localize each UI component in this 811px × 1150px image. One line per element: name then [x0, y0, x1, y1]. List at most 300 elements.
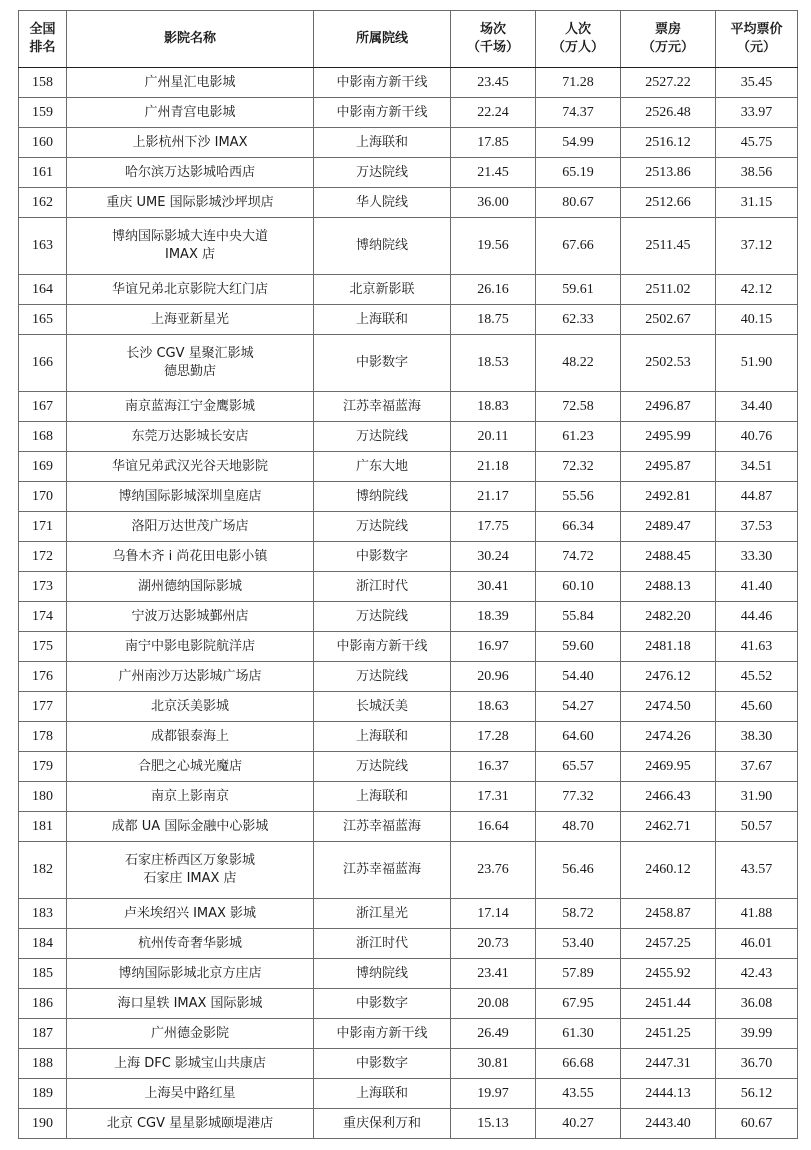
- cell-rank: 182: [19, 842, 67, 899]
- cell-avg-price: 34.51: [716, 452, 798, 482]
- cinema-name-line: 杭州传奇奢华影城: [137, 935, 242, 951]
- cell-avg-price: 37.53: [716, 512, 798, 542]
- cell-box-office: 2502.53: [621, 335, 716, 392]
- cinema-name-line: 南京上影南京: [150, 788, 229, 804]
- cell-rank: 190: [19, 1109, 67, 1139]
- cell-cinema-name: [67, 602, 314, 632]
- cell-avg-price: 42.43: [716, 959, 798, 989]
- cell-chain: 中影数字: [314, 542, 451, 572]
- cell-rank: 189: [19, 1079, 67, 1109]
- header-chain: 所属院线: [314, 11, 451, 68]
- table-row: [19, 305, 798, 335]
- table-row: [19, 989, 798, 1019]
- table-row: [19, 572, 798, 602]
- cinema-ranking-table: [18, 10, 798, 1139]
- cell-sessions: 21.18: [451, 452, 536, 482]
- cinema-name-line: 南宁中影电影院航洋店: [124, 638, 255, 654]
- cell-chain: 重庆保利万和: [314, 1109, 451, 1139]
- cell-box-office: 2489.47: [621, 512, 716, 542]
- cinema-name-line: 北京沃美影城: [150, 698, 229, 714]
- cell-box-office: 2451.25: [621, 1019, 716, 1049]
- cell-cinema-name: [67, 692, 314, 722]
- cell-sessions: 21.17: [451, 482, 536, 512]
- cell-box-office: 2512.66: [621, 188, 716, 218]
- cell-rank: 169: [19, 452, 67, 482]
- cell-chain: 广东大地: [314, 452, 451, 482]
- cell-cinema-name: [67, 542, 314, 572]
- cell-chain: 江苏幸福蓝海: [314, 842, 451, 899]
- cell-avg-price: 37.67: [716, 752, 798, 782]
- cell-sessions: 17.85: [451, 128, 536, 158]
- cell-chain: 中影数字: [314, 1049, 451, 1079]
- cell-box-office: 2513.86: [621, 158, 716, 188]
- cell-sessions: 15.13: [451, 1109, 536, 1139]
- cell-avg-price: 31.90: [716, 782, 798, 812]
- cell-avg-price: 34.40: [716, 392, 798, 422]
- cell-attendance: 61.23: [536, 422, 621, 452]
- table-row: [19, 68, 798, 98]
- cell-attendance: 72.58: [536, 392, 621, 422]
- table-row: [19, 752, 798, 782]
- cell-sessions: 19.97: [451, 1079, 536, 1109]
- cinema-name-line: 长沙 CGV 星聚汇影城: [126, 346, 254, 361]
- cell-cinema-name: [67, 722, 314, 752]
- cell-cinema-name: [67, 959, 314, 989]
- cell-box-office: 2447.31: [621, 1049, 716, 1079]
- cinema-name-line: 重庆 UME 国际影城沙坪坝店: [106, 194, 274, 210]
- cell-cinema-name: [67, 929, 314, 959]
- cell-cinema-name: [67, 842, 314, 899]
- cinema-name-line: 合肥之心城光魔店: [137, 758, 242, 774]
- cell-cinema-name: [67, 275, 314, 305]
- table-row: [19, 662, 798, 692]
- table-row: [19, 959, 798, 989]
- cell-box-office: 2474.26: [621, 722, 716, 752]
- table-row: [19, 782, 798, 812]
- cell-sessions: 23.41: [451, 959, 536, 989]
- cinema-name-line: 博纳国际影城大连中央大道: [111, 229, 268, 244]
- cinema-name-line: 上海 DFC 影城宝山共康店: [114, 1055, 266, 1071]
- table-row: [19, 482, 798, 512]
- cell-sessions: 20.08: [451, 989, 536, 1019]
- table-row: [19, 188, 798, 218]
- table-row: [19, 632, 798, 662]
- cell-chain: 万达院线: [314, 158, 451, 188]
- cell-sessions: 17.75: [451, 512, 536, 542]
- cell-box-office: 2462.71: [621, 812, 716, 842]
- cell-chain: 上海联和: [314, 722, 451, 752]
- header-sessions: 场次 （千场）: [451, 11, 536, 68]
- cell-rank: 175: [19, 632, 67, 662]
- cell-cinema-name: [67, 989, 314, 1019]
- cell-avg-price: 40.15: [716, 305, 798, 335]
- cell-sessions: 18.39: [451, 602, 536, 632]
- cell-rank: 185: [19, 959, 67, 989]
- cell-attendance: 61.30: [536, 1019, 621, 1049]
- cell-rank: 162: [19, 188, 67, 218]
- cell-avg-price: 56.12: [716, 1079, 798, 1109]
- cell-attendance: 56.46: [536, 842, 621, 899]
- cell-rank: 173: [19, 572, 67, 602]
- cell-cinema-name: [67, 98, 314, 128]
- cell-box-office: 2481.18: [621, 632, 716, 662]
- cell-sessions: 23.45: [451, 68, 536, 98]
- cell-sessions: 18.63: [451, 692, 536, 722]
- cell-attendance: 72.32: [536, 452, 621, 482]
- cell-sessions: 16.37: [451, 752, 536, 782]
- cell-sessions: 36.00: [451, 188, 536, 218]
- cell-cinema-name: [67, 68, 314, 98]
- cell-cinema-name: [67, 899, 314, 929]
- cell-attendance: 67.66: [536, 218, 621, 275]
- cinema-name-line: 广州南沙万达影城广场店: [118, 668, 262, 684]
- cell-rank: 158: [19, 68, 67, 98]
- cell-avg-price: 37.12: [716, 218, 798, 275]
- cell-chain: 中影数字: [314, 989, 451, 1019]
- cinema-name-line: 东莞万达影城长安店: [131, 428, 249, 444]
- cell-attendance: 57.89: [536, 959, 621, 989]
- cell-avg-price: 36.70: [716, 1049, 798, 1079]
- cell-attendance: 59.60: [536, 632, 621, 662]
- cell-sessions: 20.73: [451, 929, 536, 959]
- cell-sessions: 16.97: [451, 632, 536, 662]
- cell-rank: 165: [19, 305, 67, 335]
- cell-rank: 167: [19, 392, 67, 422]
- cell-box-office: 2469.95: [621, 752, 716, 782]
- cell-box-office: 2476.12: [621, 662, 716, 692]
- cell-cinema-name: [67, 452, 314, 482]
- cell-attendance: 54.99: [536, 128, 621, 158]
- cinema-name-line: 上海吴中路红星: [144, 1085, 236, 1101]
- table-row: [19, 128, 798, 158]
- cell-chain: 北京新影联: [314, 275, 451, 305]
- cell-chain: 浙江星光: [314, 899, 451, 929]
- cell-cinema-name: [67, 482, 314, 512]
- table-row: [19, 275, 798, 305]
- cell-chain: 上海联和: [314, 782, 451, 812]
- cell-attendance: 77.32: [536, 782, 621, 812]
- cell-cinema-name: [67, 1079, 314, 1109]
- cell-rank: 178: [19, 722, 67, 752]
- cell-attendance: 62.33: [536, 305, 621, 335]
- cell-box-office: 2492.81: [621, 482, 716, 512]
- cell-avg-price: 45.60: [716, 692, 798, 722]
- cell-attendance: 54.40: [536, 662, 621, 692]
- cell-attendance: 55.56: [536, 482, 621, 512]
- cell-box-office: 2495.99: [621, 422, 716, 452]
- cell-rank: 159: [19, 98, 67, 128]
- cell-rank: 174: [19, 602, 67, 632]
- cinema-name-line: 石家庄桥西区万象影城: [124, 853, 255, 868]
- cell-box-office: 2443.40: [621, 1109, 716, 1139]
- cell-sessions: 18.83: [451, 392, 536, 422]
- cell-rank: 186: [19, 989, 67, 1019]
- cell-attendance: 48.70: [536, 812, 621, 842]
- cell-attendance: 54.27: [536, 692, 621, 722]
- cinema-name-line: 乌鲁木齐 i 尚花田电影小镇: [112, 548, 268, 564]
- cell-cinema-name: [67, 812, 314, 842]
- cell-chain: 万达院线: [314, 602, 451, 632]
- cell-sessions: 30.41: [451, 572, 536, 602]
- table-body: [19, 68, 798, 1139]
- table-row: [19, 158, 798, 188]
- cinema-name-line: 广州青宫电影城: [144, 104, 236, 120]
- cell-box-office: 2496.87: [621, 392, 716, 422]
- cell-avg-price: 41.88: [716, 899, 798, 929]
- cell-cinema-name: [67, 1049, 314, 1079]
- cell-cinema-name: [67, 335, 314, 392]
- cinema-name-line: 洛阳万达世茂广场店: [131, 518, 249, 534]
- cinema-name-line: 北京 CGV 星星影城颐堤港店: [106, 1115, 274, 1131]
- cell-avg-price: 45.52: [716, 662, 798, 692]
- table-row: [19, 542, 798, 572]
- cinema-name-line: 石家庄 IMAX 店: [143, 871, 237, 886]
- cell-chain: 江苏幸福蓝海: [314, 812, 451, 842]
- cell-chain: 上海联和: [314, 305, 451, 335]
- cell-cinema-name: [67, 1019, 314, 1049]
- cell-rank: 171: [19, 512, 67, 542]
- cell-avg-price: 42.12: [716, 275, 798, 305]
- cinema-name-line: 博纳国际影城北京方庄店: [118, 965, 262, 981]
- header-cinema-name: 影院名称: [67, 11, 314, 68]
- cell-attendance: 43.55: [536, 1079, 621, 1109]
- cell-cinema-name: [67, 1109, 314, 1139]
- cell-rank: 183: [19, 899, 67, 929]
- cell-rank: 168: [19, 422, 67, 452]
- cell-sessions: 17.14: [451, 899, 536, 929]
- cell-rank: 161: [19, 158, 67, 188]
- table-row: [19, 335, 798, 392]
- table-row: [19, 1019, 798, 1049]
- cinema-name-line: 华谊兄弟北京影院大红门店: [111, 281, 268, 297]
- cell-avg-price: 41.63: [716, 632, 798, 662]
- cinema-name-line: 上海亚新星光: [150, 311, 229, 327]
- cell-sessions: 16.64: [451, 812, 536, 842]
- cell-box-office: 2527.22: [621, 68, 716, 98]
- cinema-name-line: IMAX 店: [165, 247, 215, 262]
- cell-sessions: 20.96: [451, 662, 536, 692]
- cell-avg-price: 40.76: [716, 422, 798, 452]
- cell-chain: 中影南方新干线: [314, 632, 451, 662]
- table-row: [19, 722, 798, 752]
- cell-chain: 华人院线: [314, 188, 451, 218]
- cell-box-office: 2488.45: [621, 542, 716, 572]
- cell-chain: 中影南方新干线: [314, 1019, 451, 1049]
- cell-avg-price: 46.01: [716, 929, 798, 959]
- cinema-name-line: 哈尔滨万达影城哈西店: [124, 164, 255, 180]
- cinema-name-line: 宁波万达影城鄞州店: [131, 608, 249, 624]
- table-row: [19, 1109, 798, 1139]
- cell-cinema-name: [67, 632, 314, 662]
- cell-chain: 浙江时代: [314, 572, 451, 602]
- cell-box-office: 2488.13: [621, 572, 716, 602]
- cell-rank: 170: [19, 482, 67, 512]
- cinema-name-line: 南京蓝海江宁金鹰影城: [124, 398, 255, 414]
- cell-sessions: 22.24: [451, 98, 536, 128]
- cell-attendance: 64.60: [536, 722, 621, 752]
- cell-sessions: 23.76: [451, 842, 536, 899]
- cell-avg-price: 39.99: [716, 1019, 798, 1049]
- cell-avg-price: 35.45: [716, 68, 798, 98]
- cinema-name-line: 博纳国际影城深圳皇庭店: [118, 488, 262, 504]
- table-row: [19, 812, 798, 842]
- cell-avg-price: 43.57: [716, 842, 798, 899]
- cell-cinema-name: [67, 752, 314, 782]
- cell-box-office: 2526.48: [621, 98, 716, 128]
- cell-cinema-name: [67, 158, 314, 188]
- cell-attendance: 74.37: [536, 98, 621, 128]
- cell-attendance: 53.40: [536, 929, 621, 959]
- cell-chain: 中影数字: [314, 335, 451, 392]
- cell-attendance: 67.95: [536, 989, 621, 1019]
- cell-avg-price: 60.67: [716, 1109, 798, 1139]
- cell-box-office: 2451.44: [621, 989, 716, 1019]
- table-row: [19, 692, 798, 722]
- cell-box-office: 2482.20: [621, 602, 716, 632]
- cell-sessions: 18.75: [451, 305, 536, 335]
- cell-rank: 179: [19, 752, 67, 782]
- cell-cinema-name: [67, 392, 314, 422]
- table-row: [19, 1049, 798, 1079]
- cinema-name-line: 海口星轶 IMAX 国际影城: [117, 995, 263, 1011]
- cell-rank: 188: [19, 1049, 67, 1079]
- cell-sessions: 18.53: [451, 335, 536, 392]
- cell-cinema-name: [67, 662, 314, 692]
- cell-rank: 176: [19, 662, 67, 692]
- cell-chain: 上海联和: [314, 128, 451, 158]
- cell-attendance: 40.27: [536, 1109, 621, 1139]
- cell-sessions: 17.28: [451, 722, 536, 752]
- cell-rank: 184: [19, 929, 67, 959]
- cell-rank: 187: [19, 1019, 67, 1049]
- cell-chain: 上海联和: [314, 1079, 451, 1109]
- cell-avg-price: 38.56: [716, 158, 798, 188]
- cell-avg-price: 45.75: [716, 128, 798, 158]
- cell-sessions: 26.16: [451, 275, 536, 305]
- cell-avg-price: 31.15: [716, 188, 798, 218]
- cell-box-office: 2460.12: [621, 842, 716, 899]
- cell-rank: 164: [19, 275, 67, 305]
- cell-sessions: 20.11: [451, 422, 536, 452]
- cell-rank: 163: [19, 218, 67, 275]
- cinema-name-line: 华谊兄弟武汉光谷天地影院: [111, 458, 268, 474]
- cell-box-office: 2511.45: [621, 218, 716, 275]
- cell-attendance: 71.28: [536, 68, 621, 98]
- cell-chain: 中影南方新干线: [314, 68, 451, 98]
- cell-avg-price: 41.40: [716, 572, 798, 602]
- cell-avg-price: 36.08: [716, 989, 798, 1019]
- cell-avg-price: 38.30: [716, 722, 798, 752]
- cell-chain: 长城沃美: [314, 692, 451, 722]
- cell-attendance: 66.34: [536, 512, 621, 542]
- cell-cinema-name: [67, 305, 314, 335]
- cell-attendance: 60.10: [536, 572, 621, 602]
- cell-avg-price: 51.90: [716, 335, 798, 392]
- table-row: [19, 98, 798, 128]
- table-row: [19, 842, 798, 899]
- cell-cinema-name: [67, 422, 314, 452]
- cell-chain: 博纳院线: [314, 218, 451, 275]
- cell-sessions: 30.24: [451, 542, 536, 572]
- cell-avg-price: 44.87: [716, 482, 798, 512]
- cell-cinema-name: [67, 218, 314, 275]
- cell-attendance: 80.67: [536, 188, 621, 218]
- cell-sessions: 30.81: [451, 1049, 536, 1079]
- cinema-name-line: 卢米埃绍兴 IMAX 影城: [123, 905, 257, 921]
- cell-box-office: 2495.87: [621, 452, 716, 482]
- table-row: [19, 1079, 798, 1109]
- cell-rank: 180: [19, 782, 67, 812]
- cell-rank: 181: [19, 812, 67, 842]
- cell-box-office: 2457.25: [621, 929, 716, 959]
- cell-box-office: 2466.43: [621, 782, 716, 812]
- cinema-name-line: 广州星汇电影城: [144, 74, 236, 90]
- cell-avg-price: 33.97: [716, 98, 798, 128]
- table-row: [19, 422, 798, 452]
- cell-chain: 万达院线: [314, 662, 451, 692]
- cell-box-office: 2511.02: [621, 275, 716, 305]
- cell-attendance: 65.57: [536, 752, 621, 782]
- cell-attendance: 48.22: [536, 335, 621, 392]
- cell-chain: 江苏幸福蓝海: [314, 392, 451, 422]
- cell-avg-price: 33.30: [716, 542, 798, 572]
- cell-chain: 万达院线: [314, 752, 451, 782]
- cell-sessions: 19.56: [451, 218, 536, 275]
- table-row: [19, 602, 798, 632]
- cell-cinema-name: [67, 512, 314, 542]
- table-row: [19, 392, 798, 422]
- cell-chain: 浙江时代: [314, 929, 451, 959]
- cell-box-office: 2444.13: [621, 1079, 716, 1109]
- cell-avg-price: 44.46: [716, 602, 798, 632]
- cell-attendance: 58.72: [536, 899, 621, 929]
- cell-attendance: 55.84: [536, 602, 621, 632]
- cell-cinema-name: [67, 128, 314, 158]
- table-row: [19, 512, 798, 542]
- cinema-name-line: 湖州德纳国际影城: [137, 578, 242, 594]
- table-row: [19, 929, 798, 959]
- cell-box-office: 2458.87: [621, 899, 716, 929]
- header-avg-price: 平均票价 （元）: [716, 11, 798, 68]
- cell-box-office: 2455.92: [621, 959, 716, 989]
- cell-sessions: 17.31: [451, 782, 536, 812]
- cinema-name-line: 上影杭州下沙 IMAX: [132, 134, 248, 150]
- cell-cinema-name: [67, 572, 314, 602]
- cell-chain: 博纳院线: [314, 959, 451, 989]
- cinema-name-line: 成都 UA 国际金融中心影城: [111, 818, 269, 834]
- header-row: [19, 11, 798, 68]
- cell-rank: 172: [19, 542, 67, 572]
- cell-box-office: 2502.67: [621, 305, 716, 335]
- cell-rank: 177: [19, 692, 67, 722]
- header-box-office: 票房 （万元）: [621, 11, 716, 68]
- cell-cinema-name: [67, 782, 314, 812]
- cell-rank: 166: [19, 335, 67, 392]
- cell-cinema-name: [67, 188, 314, 218]
- cell-avg-price: 50.57: [716, 812, 798, 842]
- header-rank: 全国 排名: [19, 11, 67, 68]
- cinema-name-line: 德思勤店: [163, 364, 216, 379]
- cell-attendance: 74.72: [536, 542, 621, 572]
- cinema-name-line: 广州德金影院: [150, 1025, 229, 1041]
- cell-attendance: 65.19: [536, 158, 621, 188]
- cell-box-office: 2516.12: [621, 128, 716, 158]
- cell-attendance: 59.61: [536, 275, 621, 305]
- table-row: [19, 452, 798, 482]
- table-row: [19, 899, 798, 929]
- cell-chain: 中影南方新干线: [314, 98, 451, 128]
- cell-chain: 万达院线: [314, 512, 451, 542]
